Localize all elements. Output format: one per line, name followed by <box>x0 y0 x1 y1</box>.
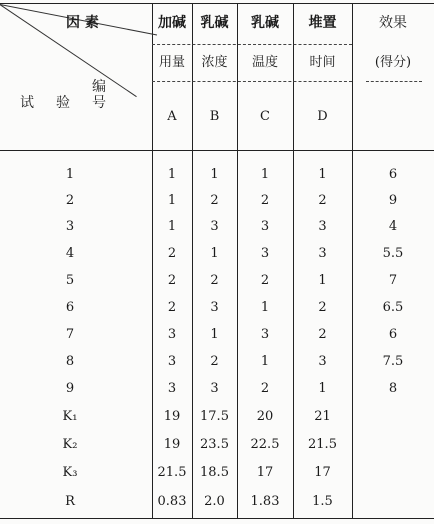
stub-row-label: 试验号 <box>20 95 128 111</box>
factor-letter-b: B <box>209 108 220 124</box>
summary-row-r-d: 1.5 <box>312 493 333 509</box>
header-letter-rule <box>152 81 352 82</box>
table-row-7-d: 2 <box>318 326 327 342</box>
summary-row-k2-c: 22.5 <box>250 436 280 452</box>
table-row-9-d: 1 <box>318 380 327 396</box>
summary-row-k2-b: 23.5 <box>200 436 229 452</box>
table-row-9-a: 3 <box>167 380 177 396</box>
factor-label-c: 乳碱 <box>251 15 279 31</box>
table-row-1-b: 1 <box>210 166 219 182</box>
table-row-6-b: 3 <box>210 299 219 315</box>
summary-row-r-c: 1.83 <box>250 493 280 509</box>
table-row-7-a: 3 <box>167 326 177 342</box>
table-row-2-a: 1 <box>167 192 177 208</box>
factor-sublabel-d: 时间 <box>309 54 336 70</box>
table-row-5-d: 1 <box>318 272 327 288</box>
table-row-3-no: 3 <box>65 218 75 234</box>
table-row-6-d: 2 <box>318 299 327 315</box>
summary-row-k1-label: K₁ <box>62 408 78 424</box>
table-row-3-d: 3 <box>318 218 327 234</box>
table-row-8-score: 7.5 <box>382 353 404 369</box>
table-row-1-no: 1 <box>65 166 75 182</box>
summary-row-k1-d: 21 <box>314 408 331 424</box>
summary-row-k1-c: 20 <box>256 408 274 424</box>
table-row-1-d: 1 <box>318 166 327 182</box>
summary-row-k3-label: K₃ <box>62 464 78 480</box>
table-row-7-b: 1 <box>210 326 219 342</box>
effect-unit: (得分) <box>374 54 412 70</box>
table-row-4-no: 4 <box>65 245 75 261</box>
factor-label-a: 加碱 <box>158 15 186 31</box>
summary-row-k3-a: 21.5 <box>157 464 187 480</box>
table-row-2-c: 2 <box>260 192 270 208</box>
summary-row-k2-label: K₂ <box>62 436 78 452</box>
table-row-5-a: 2 <box>167 272 177 288</box>
summary-row-k1-a: 19 <box>163 408 181 424</box>
factor-sublabel-c: 温度 <box>251 54 278 70</box>
factor-sublabel-a: 用量 <box>158 54 185 70</box>
table-row-4-score: 5.5 <box>382 245 404 261</box>
table-row-3-c: 3 <box>260 218 270 234</box>
table-row-5-c: 2 <box>260 272 270 288</box>
table-row-7-c: 3 <box>260 326 270 342</box>
table-row-8-no: 8 <box>65 353 75 369</box>
table-row-9-score: 8 <box>388 380 398 396</box>
table-row-8-d: 3 <box>318 353 327 369</box>
summary-row-r-a: 0.83 <box>157 493 187 509</box>
table-bottom-rule <box>0 518 434 519</box>
table-row-4-a: 2 <box>167 245 177 261</box>
factor-label-b: 乳碱 <box>200 15 229 31</box>
summary-row-k1-b: 17.5 <box>200 408 229 424</box>
table-row-5-no: 5 <box>65 272 75 288</box>
header-sublabel-rule <box>152 44 352 45</box>
table-row-2-no: 2 <box>65 192 75 208</box>
stub-column-label: 编 <box>92 79 106 95</box>
table-row-3-b: 3 <box>210 218 219 234</box>
table-row-6-c: 1 <box>260 299 270 315</box>
effect-label: 效果 <box>379 15 407 31</box>
table-row-9-b: 3 <box>210 380 219 396</box>
summary-row-k3-d: 17 <box>314 464 331 480</box>
summary-row-k2-d: 21.5 <box>308 436 337 452</box>
table-row-2-b: 2 <box>210 192 219 208</box>
table-row-1-c: 1 <box>260 166 270 182</box>
table-row-1-score: 6 <box>388 166 398 182</box>
table-row-3-score: 4 <box>388 218 398 234</box>
summary-row-r-b: 2.0 <box>204 493 225 509</box>
table-row-6-a: 2 <box>167 299 177 315</box>
factor-letter-d: D <box>317 108 328 124</box>
summary-row-k3-b: 18.5 <box>200 464 229 480</box>
table-row-2-score: 9 <box>388 192 398 208</box>
table-row-7-no: 7 <box>65 326 75 342</box>
stub-factor-label: 因 素 <box>66 15 99 31</box>
factor-letter-c: C <box>260 108 270 124</box>
table-row-6-score: 6.5 <box>382 299 404 315</box>
factor-letter-a: A <box>167 108 177 124</box>
table-row-8-a: 3 <box>167 353 177 369</box>
summary-row-k3-c: 17 <box>256 464 274 480</box>
effect-label-rule <box>366 81 422 82</box>
table-row-8-c: 1 <box>260 353 270 369</box>
summary-row-r-label: R <box>65 493 75 509</box>
table-row-6-no: 6 <box>65 299 75 315</box>
table-row-4-c: 3 <box>260 245 270 261</box>
factor-sublabel-b: 浓度 <box>201 54 228 70</box>
table-row-5-score: 7 <box>388 272 398 288</box>
table-row-3-a: 1 <box>167 218 177 234</box>
table-row-4-b: 1 <box>210 245 219 261</box>
factor-label-d: 堆置 <box>308 15 337 31</box>
header-bottom-rule <box>0 150 434 151</box>
table-row-2-d: 2 <box>318 192 327 208</box>
table-row-7-score: 6 <box>388 326 398 342</box>
table-row-9-c: 2 <box>260 380 270 396</box>
table-top-rule <box>0 3 434 4</box>
table-row-5-b: 2 <box>210 272 219 288</box>
table-row-8-b: 2 <box>210 353 219 369</box>
table-row-9-no: 9 <box>65 380 75 396</box>
table-row-1-a: 1 <box>167 166 177 182</box>
summary-row-k2-a: 19 <box>163 436 181 452</box>
table-row-4-d: 3 <box>318 245 327 261</box>
